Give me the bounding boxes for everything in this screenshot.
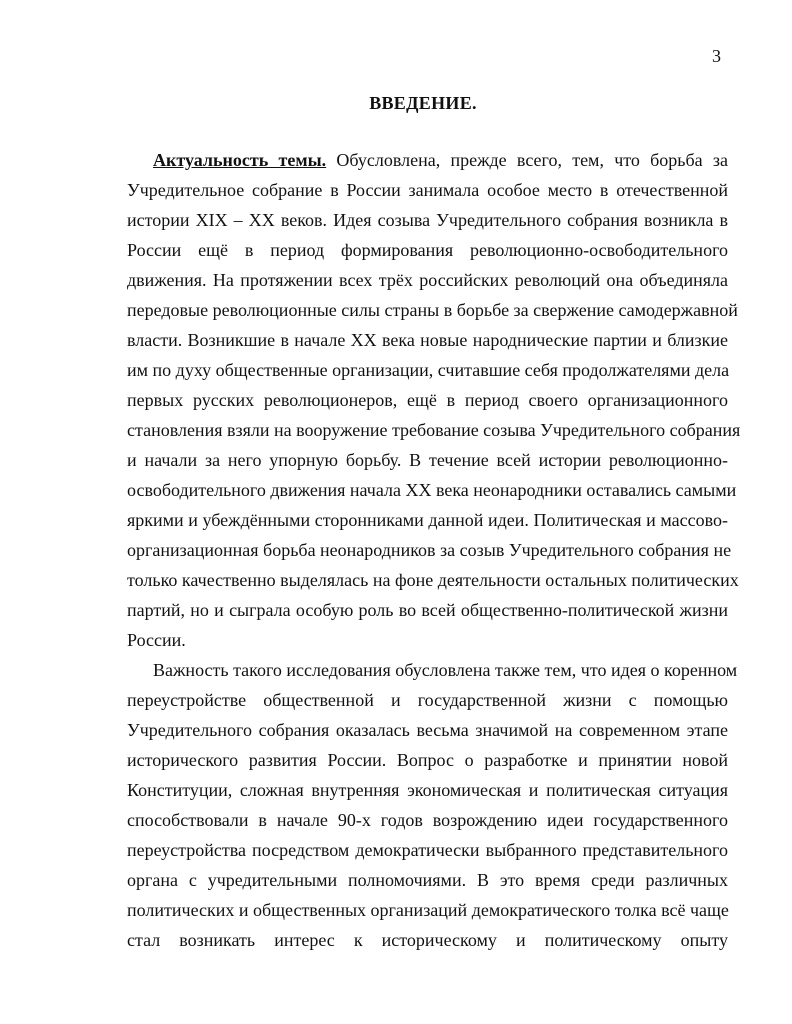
text-line: Учредительное собрание в России занимала особое место в отечественной bbox=[127, 180, 728, 200]
text-line: яркими и убеждёнными сторонниками данной идеи. Политическая и массово- bbox=[127, 510, 728, 530]
text-line: только качественно выделялась на фоне деятельности остальных политических bbox=[127, 570, 739, 590]
text-line: исторического развития России. Вопрос о разработке и принятии новой bbox=[127, 750, 728, 770]
text-line: России. bbox=[127, 630, 186, 650]
text-line: передовые революционные силы страны в борьбе за свержение самодержавной bbox=[127, 300, 738, 320]
text-line: способствовали в начале 90-х годов возрождению идеи государственного bbox=[127, 810, 728, 830]
text-line: и начали за него упорную борьбу. В течение всей истории революционно- bbox=[127, 450, 728, 470]
text-line: партий, но и сыграла особую роль во всей общественно-политической жизни bbox=[127, 600, 728, 620]
text-fragment: Обусловлена, прежде всего, тем, что борьба за bbox=[336, 150, 729, 170]
text-line bbox=[153, 148, 728, 172]
text-line: переустройстве общественной и государственной жизни с помощью bbox=[127, 690, 728, 710]
text-line: им по духу общественные организации, считавшие себя продолжателями дела bbox=[127, 360, 730, 380]
text-line: политических и общественных организаций демократического толка всё чаще bbox=[127, 900, 729, 920]
section-label: Актуальность темы. bbox=[153, 150, 327, 170]
page-title: ВВЕДЕНИЕ. bbox=[369, 93, 477, 113]
text-line: стал возникать интерес к историческому и политическому опыту bbox=[127, 930, 728, 950]
text-line: Конституции, сложная внутренняя экономическая и политическая ситуация bbox=[127, 780, 728, 800]
text-line: первых русских революционеров, ещё в период своего организационного bbox=[127, 390, 728, 410]
text-line: организационная борьба неонародников за созыв Учредительного собрания не bbox=[127, 540, 732, 560]
page-number: 3 bbox=[712, 46, 721, 66]
text-line: истории XIX – XX веков. Идея созыва Учредительного собрания возникла в bbox=[127, 210, 728, 230]
text-line: становления взяли на вооружение требование созыва Учредительного собрания bbox=[127, 420, 741, 440]
text-line: Учредительного собрания оказалась весьма значимой на современном этапе bbox=[127, 720, 728, 740]
text-line: власти. Возникшие в начале XX века новые народнические партии и близкие bbox=[127, 330, 728, 350]
text-line: России ещё в период формирования революционно-освободительного bbox=[127, 240, 728, 260]
text-line: движения. На протяжении всех трёх российских революций она объединяла bbox=[127, 270, 728, 290]
text-line: переустройства посредством демократически выбранного представительного bbox=[127, 840, 728, 860]
text-line: органа с учредительными полномочиями. В это время среди различных bbox=[127, 870, 728, 890]
text-line: Важность такого исследования обусловлена также тем, что идея о коренном bbox=[153, 660, 738, 680]
text-line: освободительного движения начала XX века неонародники оставались самыми bbox=[127, 480, 737, 500]
